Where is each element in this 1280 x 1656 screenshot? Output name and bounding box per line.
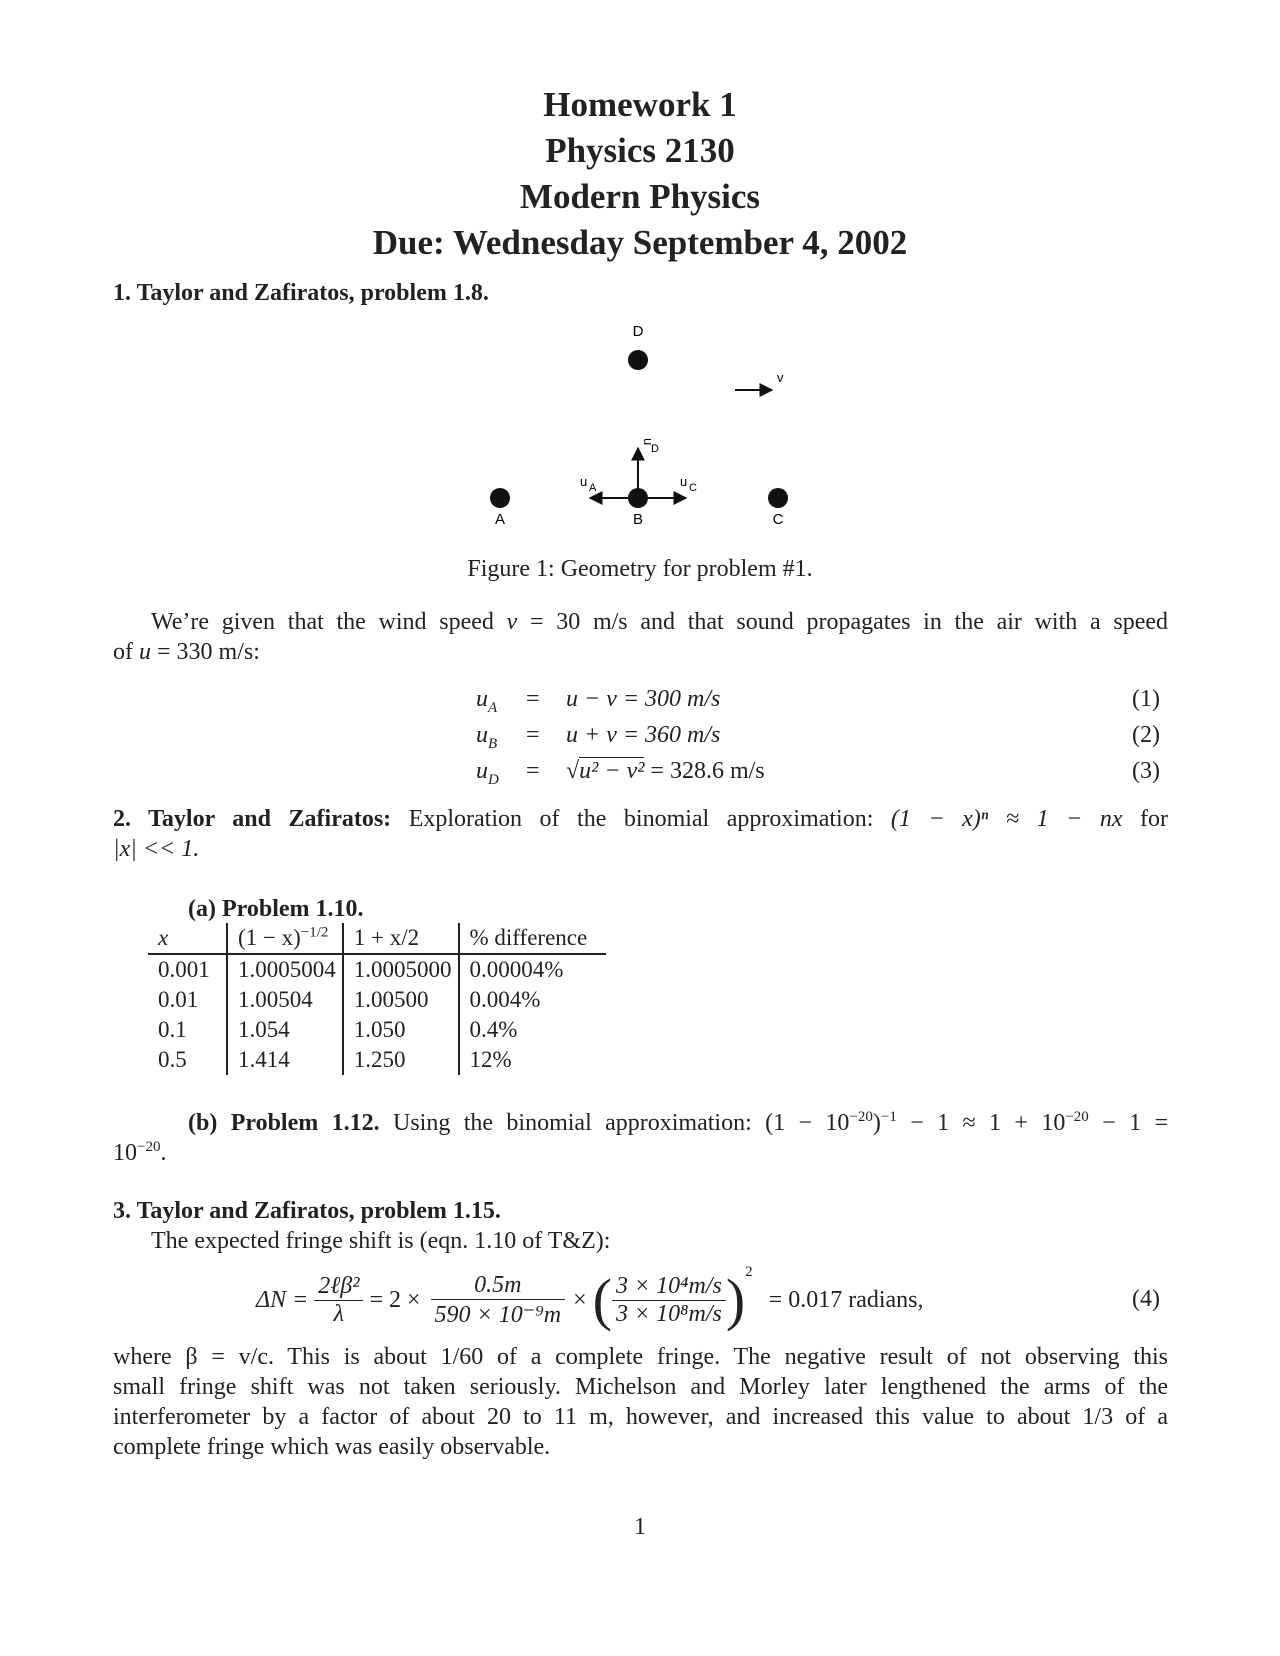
page-number: 1 — [634, 1514, 646, 1540]
part-a-heading: (a) Problem 1.10. — [188, 896, 364, 922]
label-c: C — [772, 511, 784, 528]
symbol-v: v — [506, 609, 518, 635]
label-ud: u — [641, 438, 656, 446]
table-row: 0.001 1.0005004 1.0005000 0.00004% — [148, 954, 606, 985]
title-due-date: Due: Wednesday September 4, 2002 — [372, 223, 908, 262]
table-header-row: x $(1 - x)^{-1/2}$ 1 + x/2 % difference — [148, 923, 606, 954]
problem-3-paragraph: where β = v/c. This is about 1/60 of a complete fringe. The negative result of not observing this small fringe shift was not taken seriously. Michelson and Morley later lengthened the arms of the interferometer by a factor of about 20 to 11 m, however, and increased this value to about 1/3 of a complete fringe which was easily observable. — [113, 1344, 1168, 1460]
point-c — [768, 488, 788, 508]
table-row: 0.1 1.054 1.050 0.4% — [148, 1015, 606, 1045]
point-d — [628, 350, 648, 370]
problem-2-intro: 2. Taylor and Zafiratos: Exploration of the binomial approximation: (1 − x)ⁿ ≈ 1 − nx for |x| << 1. — [113, 806, 1168, 862]
problem-3-intro: The expected fringe shift is (eqn. 1.10 of T&Z): — [151, 1228, 611, 1254]
title-course: Physics 2130 — [545, 131, 735, 170]
problem-1-heading: 1. Taylor and Zafiratos, problem 1.8. — [113, 280, 489, 306]
label-a: A — [494, 511, 506, 528]
label-ud-sub: D — [651, 443, 659, 455]
problem-3-heading: 3. Taylor and Zafiratos, problem 1.15. — [113, 1198, 501, 1224]
equation-number: (3) — [1132, 758, 1160, 784]
label-d: D — [632, 323, 644, 340]
symbol-u: u — [139, 639, 151, 665]
equation-number: (2) — [1132, 722, 1160, 748]
label-uc: u — [680, 474, 688, 489]
equation-4: ΔN = $\frac{\text{2ℓβ²}}{\lambda}$ = 2 × $\frac{0.5m}{\text{590 × 10⁻⁹m}}$ × ( $\frac{\text{3 × 10⁴m/s}}{\text{3 × 10⁸m/s}}$ ) 2 = 0.017 radians, — [256, 1264, 924, 1332]
point-a — [490, 488, 510, 508]
part-b-heading: (b) Problem 1.12. — [188, 1110, 380, 1136]
label-ua: u — [580, 474, 588, 489]
equation-number: (4) — [1132, 1286, 1160, 1312]
label-b: B — [632, 511, 644, 528]
binomial-formula: (1 − x)ⁿ ≈ 1 − nx — [890, 806, 1123, 832]
problem-1-text — [113, 607, 1168, 667]
sqrt-content: u² − v² — [579, 758, 645, 784]
text-part: = 30 m/s and that sound propagates in the air with a speed — [529, 609, 1169, 635]
binomial-table — [148, 923, 606, 1075]
text-part: We’re given that the wind speed — [151, 609, 494, 635]
title-subject: Modern Physics — [519, 177, 761, 216]
label-uc-sub: C — [689, 482, 697, 494]
title-homework: Homework 1 — [543, 85, 737, 124]
label-v: v — [777, 370, 784, 385]
table-row: 0.01 1.00504 1.00500 0.004% — [148, 985, 606, 1015]
problem-2-heading: 2. Taylor and Zafiratos: — [113, 806, 392, 832]
equation-number: (1) — [1132, 686, 1160, 712]
label-ua-sub: A — [589, 482, 597, 494]
figure-caption: Figure 1: Geometry for problem #1. — [467, 556, 813, 582]
document-title — [0, 82, 1280, 266]
part-b: (b) Problem 1.12. Using the binomial approximation: $(1 - 10^{-20})^{-1} - 1 \approx 1 + 10^{-20} - 1$ = $10^{-20}$. — [113, 1109, 1169, 1166]
point-b — [628, 488, 648, 508]
table-row: 0.5 1.414 1.250 12% — [148, 1045, 606, 1075]
problem-1-figure — [440, 322, 820, 532]
text-part: = 330 m/s: — [157, 639, 260, 665]
text-part: of — [113, 639, 133, 665]
